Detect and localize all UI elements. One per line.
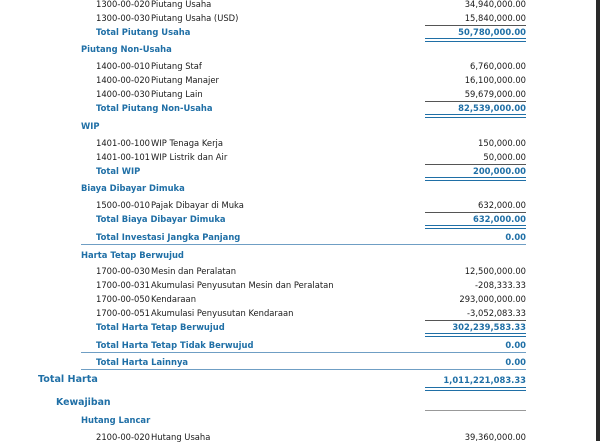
total-row — [0, 213, 600, 225]
account-amount: 12,500,000.00 — [464, 266, 526, 276]
account-code: 1700-00-050 — [96, 294, 150, 304]
account-name: Piutang Manajer — [151, 75, 219, 85]
account-row — [0, 0, 600, 10]
total-amount: 0.00 — [505, 357, 526, 367]
category-heading: Hutang Lancar — [81, 415, 151, 425]
account-row — [0, 293, 600, 305]
total-row — [0, 165, 600, 177]
category-row — [0, 414, 600, 426]
account-amount: 39,360,000.00 — [464, 432, 526, 442]
account-amount: -3,052,083.33 — [467, 308, 526, 318]
total-row — [0, 102, 600, 114]
group-rule — [425, 410, 526, 411]
account-code: 1400-00-010 — [96, 61, 150, 71]
account-name: Akumulasi Penyusutan Mesin dan Peralatan — [151, 280, 334, 290]
account-row — [0, 88, 600, 100]
total-double-rule — [425, 38, 526, 42]
category-heading: Piutang Non-Usaha — [81, 44, 172, 54]
account-amount: 15,840,000.00 — [464, 13, 526, 23]
total-amount: 200,000.00 — [473, 166, 526, 176]
grand-total-row — [0, 374, 600, 386]
account-row — [0, 137, 600, 149]
total-label: Total Piutang Non-Usaha — [96, 103, 213, 113]
total-label: Total Harta Tetap Tidak Berwujud — [96, 340, 254, 350]
account-amount: 34,940,000.00 — [464, 0, 526, 9]
total-amount: 632,000.00 — [473, 214, 526, 224]
account-name: Piutang Lain — [151, 89, 203, 99]
account-code: 1400-00-020 — [96, 75, 150, 85]
total-row — [0, 231, 600, 243]
account-row — [0, 12, 600, 24]
account-name: Piutang Usaha — [151, 0, 212, 9]
account-amount: 16,100,000.00 — [464, 75, 526, 85]
total-double-rule — [425, 177, 526, 181]
category-heading: Harta Tetap Berwujud — [81, 250, 184, 260]
account-code: 1500-00-010 — [96, 200, 150, 210]
grand-total-amount: 1,011,221,083.33 — [443, 375, 526, 385]
account-amount: 50,000.00 — [483, 152, 526, 162]
grand-total-double-rule — [425, 387, 526, 391]
account-name: Hutang Usaha — [151, 432, 211, 442]
total-double-rule — [425, 333, 526, 337]
total-row — [0, 356, 600, 368]
section-rule — [81, 244, 526, 245]
total-amount: 302,239,583.33 — [452, 322, 526, 332]
total-label: Total WIP — [96, 166, 141, 176]
category-heading: Biaya Dibayar Dimuka — [81, 183, 185, 193]
account-row — [0, 431, 600, 443]
total-row — [0, 321, 600, 333]
account-name: WIP Tenaga Kerja — [151, 138, 223, 148]
total-amount: 82,539,000.00 — [458, 103, 526, 113]
section-rule — [81, 352, 526, 353]
account-amount: 59,679,000.00 — [464, 89, 526, 99]
account-code: 1401-00-101 — [96, 152, 150, 162]
account-row — [0, 199, 600, 211]
category-row — [0, 249, 600, 261]
category-row — [0, 43, 600, 55]
total-label: Total Piutang Usaha — [96, 27, 191, 37]
account-row — [0, 307, 600, 319]
account-amount: 293,000,000.00 — [459, 294, 526, 304]
account-name: Piutang Staf — [151, 61, 202, 71]
total-amount: 50,780,000.00 — [458, 27, 526, 37]
total-amount: 0.00 — [505, 232, 526, 242]
account-amount: 150,000.00 — [478, 138, 526, 148]
category-row — [0, 182, 600, 194]
total-label: Total Biaya Dibayar Dimuka — [96, 214, 226, 224]
account-code: 1300-00-030 — [96, 13, 150, 23]
account-row — [0, 151, 600, 163]
account-name: Mesin dan Peralatan — [151, 266, 237, 276]
account-code: 1700-00-030 — [96, 266, 150, 276]
total-label: Total Harta Tetap Berwujud — [96, 322, 225, 332]
total-row — [0, 339, 600, 351]
total-label: Total Harta Lainnya — [96, 357, 189, 367]
account-row — [0, 279, 600, 291]
account-row — [0, 60, 600, 72]
total-double-rule — [425, 114, 526, 118]
account-code: 1700-00-031 — [96, 280, 150, 290]
group-heading: Kewajiban — [56, 397, 111, 408]
total-row — [0, 26, 600, 38]
window-edge — [596, 0, 600, 441]
total-label: Total Investasi Jangka Panjang — [96, 232, 241, 242]
total-amount: 0.00 — [505, 340, 526, 350]
account-name: Akumulasi Penyusutan Kendaraan — [151, 308, 294, 318]
account-code: 1700-00-051 — [96, 308, 150, 318]
account-name: Kendaraan — [151, 294, 196, 304]
account-amount: -208,333.33 — [475, 280, 526, 290]
account-amount: 6,760,000.00 — [470, 61, 526, 71]
account-amount: 632,000.00 — [478, 200, 526, 210]
account-code: 1300-00-020 — [96, 0, 150, 9]
account-row — [0, 265, 600, 277]
total-double-rule — [425, 225, 526, 229]
account-name: Piutang Usaha (USD) — [151, 13, 239, 23]
account-name: Pajak Dibayar di Muka — [151, 200, 244, 210]
account-name: WIP Listrik dan Air — [151, 152, 228, 162]
group-row — [0, 397, 600, 409]
account-code: 1401-00-100 — [96, 138, 150, 148]
account-row — [0, 74, 600, 86]
account-code: 1400-00-030 — [96, 89, 150, 99]
category-row — [0, 120, 600, 132]
section-rule — [81, 369, 526, 370]
grand-total-label: Total Harta — [38, 374, 98, 385]
account-code: 2100-00-020 — [96, 432, 150, 442]
category-heading: WIP — [81, 121, 100, 131]
